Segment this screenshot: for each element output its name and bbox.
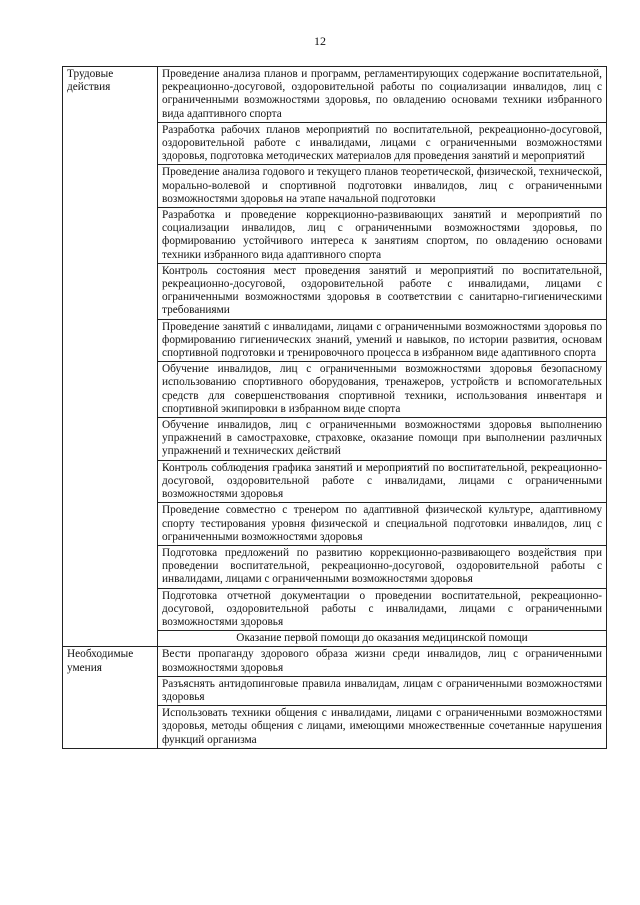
table-cell: Оказание первой помощи до оказания медицинской помощи [158,631,607,647]
table-row [63,67,607,123]
table-cell: Контроль состояния мест проведения занятий и мероприятий по воспитательной, рекреационно-досуговой, оздоровительной работе с инвалидами, лицами с ограниченными возможностями здоровья в соответствии с санитарно-гигиеническими требованиями [158,263,607,319]
section-label-required-skills: Необходимые умения [63,647,158,748]
table-row [63,647,607,676]
table-cell: Проведение совместно с тренером по адаптивной физической культуре, адаптивному спорту тестирования уровня физической и специальной подготовки инвалидов, лиц с ограниченными возможностями здоровья [158,503,607,546]
table-cell: Подготовка отчетной документации о проведении воспитательной, рекреационно-досуговой, оздоровительной работы с инвалидами, лицами с ограниченными возможностями здоровья [158,588,607,631]
table-cell: Вести пропаганду здорового образа жизни среди инвалидов, лиц с ограниченными возможностями здоровья [158,647,607,676]
table-cell: Проведение анализа планов и программ, регламентирующих содержание воспитательной, рекреационно-досуговой, оздоровительной работы по социализации инвалидов, лиц с ограниченными возможностями здоровья, по овладению основами техники избранного вида адаптивного спорта [158,67,607,123]
table-cell: Разработка и проведение коррекционно-развивающих занятий и мероприятий по социализации инвалидов, лиц с ограниченными возможностями здоровья, по формированию устойчивого интереса к занятиям спортом, по овладению основами техники избранного вида адаптивного спорта [158,208,607,264]
page-number: 12 [314,34,326,48]
table-cell: Использовать техники общения с инвалидами, лицами с ограниченными возможностями здоровья, методы общения с лицами, имеющими множественные сочетанные нарушения функций организма [158,706,607,749]
table-cell: Подготовка предложений по развитию коррекционно-развивающего воздействия при проведении воспитательной, рекреационно-досуговой, оздоровительной работы с инвалидами, лицами с ограниченными возможностями здоровья [158,545,607,588]
table-cell: Проведение анализа годового и текущего планов теоретической, физической, технической, морально-волевой и спортивной подготовки инвалидов, лиц с ограниченными возможностями здоровья на этапе начальной подготовки [158,165,607,208]
table-cell: Разъяснять антидопинговые правила инвалидам, лицам с ограниченными возможностями здоровья [158,676,607,705]
qualification-table [62,66,607,749]
table-cell: Проведение занятий с инвалидами, лицами с ограниченными возможностями здоровья по формированию гигиенических знаний, умений и навыков, по истории развития, основам спортивной подготовки и тренировочного процесса в избранном виде адаптивного спорта [158,319,607,362]
table-cell: Разработка рабочих планов мероприятий по воспитательной, рекреационно-досуговой, оздоровительной работе с инвалидами, лицами с ограниченными возможностями здоровья, подготовка методических материалов для проведения занятий и мероприятий [158,122,607,165]
table-cell: Контроль соблюдения графика занятий и мероприятий по воспитательной, рекреационно-досуговой, оздоровительной работе с инвалидами, лицами с ограниченными возможностями здоровья [158,460,607,503]
table-cell: Обучение инвалидов, лиц с ограниченными возможностями здоровья безопасному использованию спортивного оборудования, тренажеров, устройств и вспомогательных средств для совершенствования спортивной техники, использования инвентаря и спортивной экипировки в избранном виде спорта [158,362,607,418]
table-cell: Обучение инвалидов, лиц с ограниченными возможностями здоровья выполнению упражнений в самостраховке, страховке, оказание помощи при выполнении различных упражнений и технических действий [158,418,607,461]
section-label-labor-actions: Трудовые действия [63,67,158,647]
